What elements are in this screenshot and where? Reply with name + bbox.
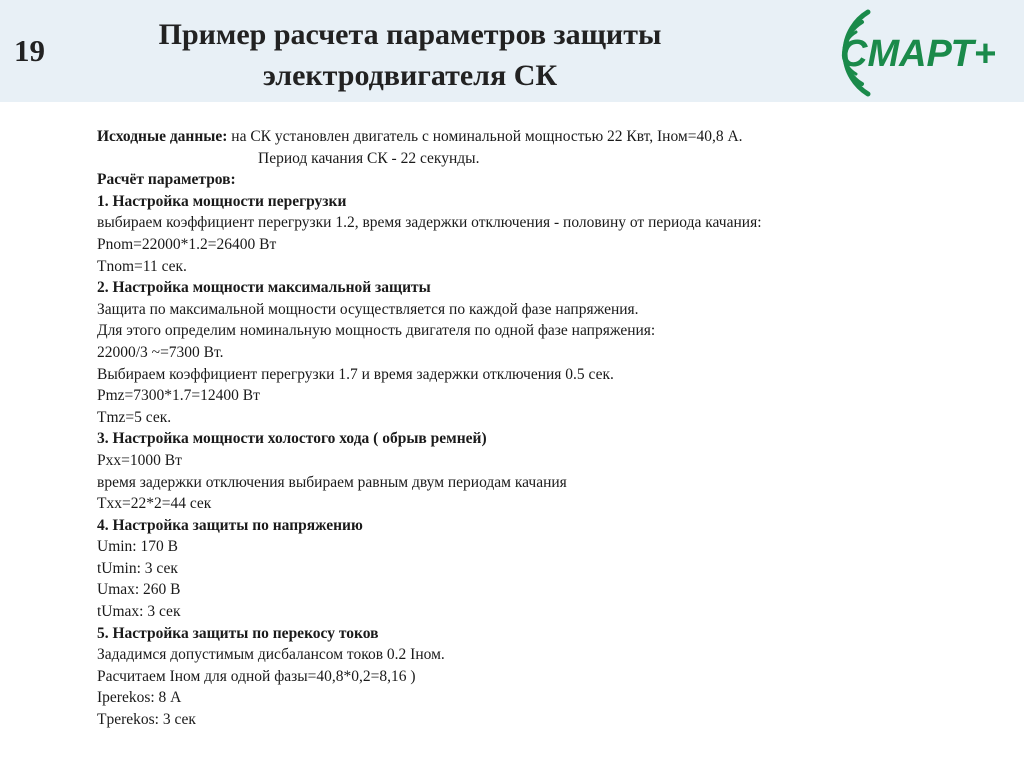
- smart-plus-logo: [806, 4, 1024, 102]
- section-4-heading: 4. Настройка защиты по напряжению: [97, 516, 363, 534]
- section-1-line: выбираем коэффициент перегрузки 1.2, время задержки отключения - половину от периода качания:: [97, 214, 762, 232]
- section-4-line: Umax: 260 В: [97, 581, 181, 599]
- section-5-line: Iperekos: 8 А: [97, 689, 182, 707]
- section-5-line: Расчитаем Iном для одной фазы=40,8*0,2=8,16 ): [97, 667, 416, 685]
- slide-title: [130, 14, 690, 96]
- section-2-line: 22000/3 ~=7300 Вт.: [97, 343, 224, 361]
- section-2-line: Защита по максимальной мощности осуществляется по каждой фазе напряжения.: [97, 300, 639, 318]
- title-line-1: Пример расчета параметров защиты: [158, 18, 662, 51]
- section-1-line: Tnom=11 сек.: [97, 257, 187, 275]
- title-line-2: электродвигателя СК: [262, 59, 558, 92]
- slide-header: [0, 0, 1024, 102]
- section-3-line: время задержки отключения выбираем равным двум периодам качания: [97, 473, 567, 491]
- section-5-line: Tperekos: 3 сек: [97, 711, 196, 729]
- section-3-line: Pxx=1000 Вт: [97, 451, 182, 469]
- section-4-line: Umin: 170 В: [97, 538, 178, 556]
- section-2-line: Tmz=5 сек.: [97, 408, 172, 426]
- section-1-heading: 1. Настройка мощности перегрузки: [97, 192, 347, 210]
- section-2-line: Выбираем коэффициент перегрузки 1.7 и время задержки отключения 0.5 сек.: [97, 365, 614, 383]
- section-1-line: Pnom=22000*1.2=26400 Вт: [97, 235, 277, 253]
- section-3-heading: 3. Настройка мощности холостого хода ( обрыв ремней): [97, 430, 487, 448]
- logo-text: СМАРТ+: [840, 33, 996, 75]
- section-5-heading: 5. Настройка защиты по перекосу токов: [97, 624, 379, 642]
- input-data-text: на СК установлен двигатель с номинальной мощностью 22 Квт, Iном=40,8 А.: [227, 128, 743, 145]
- period-line: Период качания СК - 22 секунды.: [258, 149, 480, 167]
- input-data-line: [97, 126, 977, 148]
- section-2-line: Pmz=7300*1.7=12400 Вт: [97, 387, 260, 405]
- calc-heading: Расчёт параметров:: [97, 171, 236, 189]
- section-3-line: Txx=22*2=44 сек: [97, 495, 212, 513]
- section-4-line: tUmax: 3 сек: [97, 603, 181, 621]
- section-5-line: Зададимся допустимым дисбалансом токов 0.2 Iном.: [97, 646, 445, 664]
- section-2-line: Для этого определим номинальную мощность двигателя по одной фазе напряжения:: [97, 322, 656, 340]
- section-4-line: tUmin: 3 сек: [97, 559, 178, 577]
- input-data-label: Исходные данные:: [97, 128, 228, 145]
- slide-body: [97, 126, 977, 731]
- slide-number: 19: [14, 33, 45, 68]
- section-2-heading: 2. Настройка мощности максимальной защиты: [97, 279, 431, 297]
